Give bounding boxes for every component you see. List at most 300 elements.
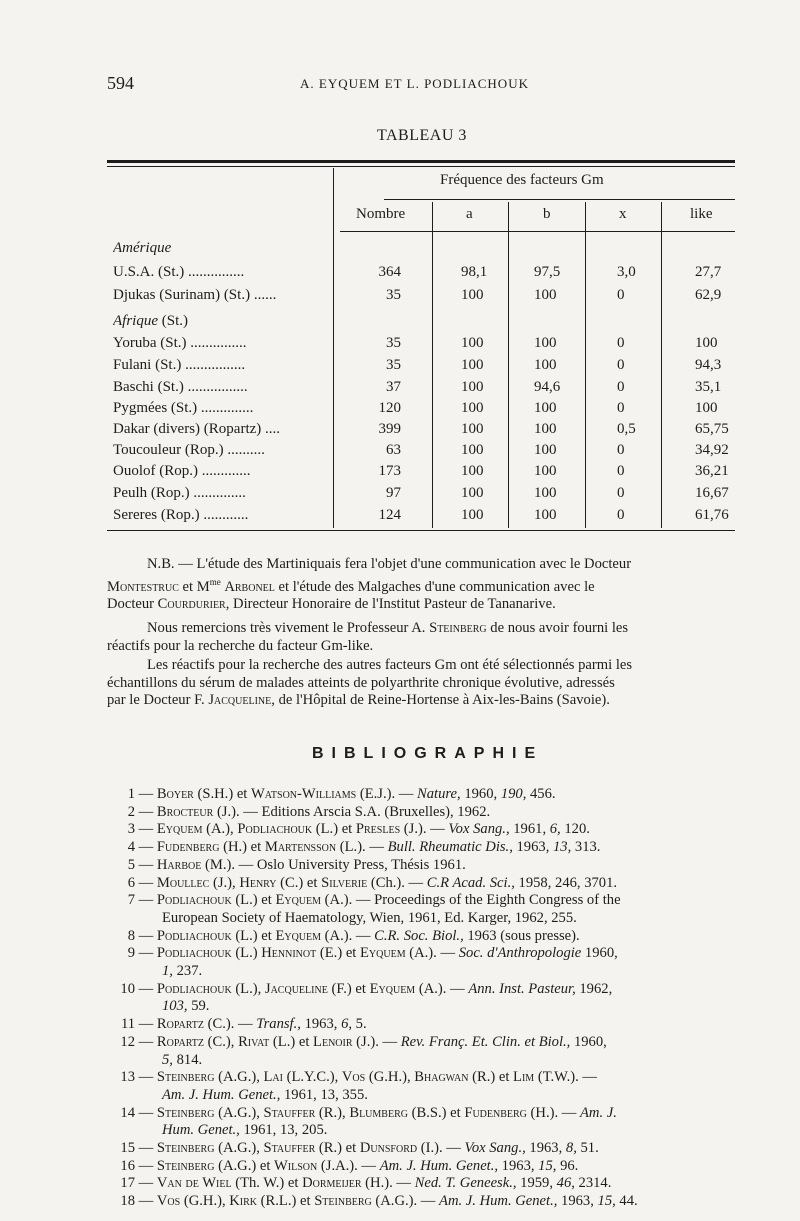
entry-text: (R.L.) et — [257, 1193, 315, 1210]
row-label: Djukas (Surinam) (St.) ...... — [113, 287, 277, 303]
cell-a: 100 — [461, 379, 484, 395]
bibliography-entry — [113, 981, 741, 1016]
entry-text: (G.H.), — [365, 1069, 415, 1086]
author-name: Steinberg — [156, 1104, 215, 1121]
cell-nombre: 97 — [386, 485, 401, 501]
name-steinberg: Steinberg — [429, 620, 487, 636]
cell-b: 100 — [534, 357, 557, 373]
group-label-text: Afrique — [113, 313, 158, 329]
cell-a: 100 — [461, 485, 484, 501]
cell-nombre: 173 — [378, 463, 401, 479]
cell-like: 27,7 — [695, 264, 722, 280]
cell-b: 100 — [534, 485, 557, 501]
col-header-nombre: Nombre — [356, 206, 406, 222]
bibliography-entry — [113, 1069, 741, 1104]
entry-text: 51. — [576, 1140, 599, 1157]
author-name: Boyer — [156, 786, 194, 802]
entry-text: (A.). — — [405, 945, 459, 962]
author-name: Eyquem — [360, 945, 406, 962]
cell-x: 0 — [617, 287, 625, 303]
nb-line-1: N.B. — L'étude des Martiniquais fera l'objet d'une communication avec le Docteur — [147, 556, 632, 572]
nb-text: Docteur — [107, 595, 158, 612]
entry-text: (A.G.), — [214, 1140, 264, 1157]
entry-dash: — — [135, 786, 157, 802]
entry-text: Ned. T. Geneesk., — [414, 1175, 517, 1192]
entry-text: 1963, — [512, 839, 553, 856]
cell-nombre: 63 — [386, 442, 401, 458]
entry-text: (A.), — [202, 821, 238, 838]
cell-like: 34,92 — [695, 442, 729, 458]
entry-number: 18 — [120, 1193, 135, 1210]
cell-b: 100 — [534, 507, 557, 523]
entry-text: 1960, — [460, 786, 501, 802]
cell-b: 100 — [534, 463, 557, 479]
bibliography-title: BIBLIOGRAPHIE — [312, 745, 544, 762]
bibliography-entry — [113, 1193, 741, 1211]
name-jacqueline: Jacqueline — [208, 692, 272, 708]
cell-like: 35,1 — [695, 379, 722, 395]
col-header-a: a — [466, 206, 473, 222]
cell-x: 0 — [617, 335, 625, 351]
entry-dash: — — [135, 1157, 157, 1174]
table-top-rule — [107, 160, 735, 163]
entry-text: 237. — [172, 963, 203, 980]
author-name: Wilson — [274, 1157, 318, 1174]
entry-text: (J.A.). — — [317, 1157, 380, 1174]
bibliography-entry — [113, 928, 741, 946]
entry-text: 96. — [556, 1157, 579, 1174]
entry-text: (S.H.) et — [193, 786, 252, 802]
entry-text: 1962, — [575, 980, 613, 997]
entry-number: 14 — [120, 1104, 135, 1121]
entry-text: Vox Sang., — [464, 1140, 526, 1157]
col-header-like: like — [690, 206, 713, 222]
cell-a: 100 — [461, 287, 484, 303]
bibliography-entry — [113, 1034, 741, 1069]
name-courdurier: Courdurier — [157, 595, 226, 612]
bibliography-entry — [113, 892, 741, 927]
entry-text: (C.), — [204, 1033, 239, 1050]
entry-text: 1961, 13, 205. — [239, 1122, 328, 1139]
author-name: Henninot — [261, 945, 317, 962]
author-name: Lai — [263, 1069, 283, 1086]
entry-dash: — — [135, 803, 157, 820]
nb-text: , Directeur Honoraire de l'Institut Pasteur de Tananarive. — [225, 595, 556, 612]
thanks-line-1 — [107, 620, 739, 638]
entry-number: 16 — [120, 1157, 135, 1174]
cell-x: 0 — [617, 357, 625, 373]
bibliography-entry — [113, 1175, 741, 1193]
entry-text: (L.), — [231, 980, 265, 997]
entry-number: 1 — [127, 786, 135, 802]
row-label: Yoruba (St.) ............... — [113, 335, 247, 351]
entry-number: 5 — [127, 856, 135, 873]
cell-a: 100 — [461, 357, 484, 373]
entry-continuation — [113, 1052, 741, 1070]
author-name: Podliachouk — [237, 821, 313, 838]
entry-text: (E.J.). — — [356, 786, 418, 802]
entry-number: 9 — [127, 945, 135, 962]
entry-text: 8, — [565, 1140, 577, 1157]
row-label: Fulani (St.) ................ — [113, 357, 246, 373]
col-divider-3 — [585, 202, 586, 528]
name-arbonel: Arbonel — [224, 578, 275, 595]
cell-nombre: 124 — [378, 507, 401, 523]
entry-text: 15, — [538, 1157, 557, 1174]
entry-text: Nature, — [417, 786, 461, 802]
row-label: Toucouleur (Rop.) .......... — [113, 442, 265, 458]
entry-dash: — — [135, 1175, 157, 1192]
author-name: Dormeijer — [302, 1175, 362, 1192]
entry-continuation — [113, 910, 741, 928]
cell-x: 0,5 — [617, 421, 636, 437]
bibliography-list — [113, 786, 741, 1211]
entry-text: 44. — [615, 1193, 638, 1210]
author-name: Eyquem — [369, 980, 416, 997]
entry-text: Hum. Genet., — [162, 1122, 240, 1139]
entry-text: C.R Acad. Sci., — [426, 874, 515, 891]
entry-dash: — — [135, 1033, 157, 1050]
thanks-line-2: réactifs pour la recherche du facteur Gm-like. — [107, 637, 374, 654]
bibliography-entry — [113, 875, 741, 893]
entry-dash: — — [135, 980, 157, 997]
entry-number: 17 — [120, 1175, 135, 1192]
entry-text: (J.). — — [400, 821, 449, 838]
bibliography-entry — [113, 945, 741, 980]
entry-number: 8 — [127, 927, 135, 944]
group-header: Fréquence des facteurs Gm — [440, 172, 604, 188]
reagents-text: par le Docteur F. — [107, 692, 209, 708]
author-name: Ropartz — [156, 1016, 204, 1033]
name-montestruc: Montestruc — [107, 578, 179, 595]
entry-text: (B.S.) et — [407, 1104, 465, 1121]
entry-text: (A.G.), — [214, 1104, 264, 1121]
author-name: Steinberg — [156, 1157, 215, 1174]
entry-text: (L.) et — [231, 927, 276, 944]
cell-x: 0 — [617, 485, 625, 501]
entry-dash: — — [135, 1140, 157, 1157]
thanks-paragraph — [107, 620, 739, 655]
entry-text: (L.). — — [336, 839, 388, 856]
cell-a: 100 — [461, 507, 484, 523]
entry-text: (H.). — — [526, 1104, 581, 1121]
cell-x: 0 — [617, 400, 625, 416]
cell-a: 98,1 — [461, 264, 488, 280]
table-title: TABLEAU 3 — [377, 127, 467, 144]
col-divider-4 — [661, 202, 662, 528]
cell-x: 3,0 — [617, 264, 636, 280]
cell-like: 100 — [695, 335, 718, 351]
entry-text: Soc. d'Anthropologie — [458, 945, 582, 962]
entry-text: Transf., — [256, 1016, 301, 1033]
author-name: Vos — [341, 1069, 366, 1086]
row-label: Peulh (Rop.) .............. — [113, 485, 246, 501]
entry-text: (E.) et — [316, 945, 361, 962]
entry-text: (R.), — [315, 1104, 350, 1121]
cell-x: 0 — [617, 379, 625, 395]
entry-text: Am. J. Hum. Genet., — [379, 1157, 499, 1174]
author-name: Presles — [355, 821, 401, 838]
table-bottom-rule — [107, 530, 735, 531]
entry-text: (L.Y.C.), — [282, 1069, 342, 1086]
entry-number: 4 — [127, 839, 135, 856]
entry-number: 6 — [127, 874, 135, 891]
row-label: Sereres (Rop.) ............ — [113, 507, 249, 523]
entry-text: C.R. Soc. Biol., — [374, 927, 464, 944]
author-name: Fudenberg — [156, 839, 220, 856]
entry-text: 5. — [352, 1016, 367, 1033]
author-name: Steinberg — [314, 1193, 372, 1210]
entry-text: (L.) et — [269, 1033, 314, 1050]
author-name: Eyquem — [156, 821, 203, 838]
author-name: Moullec — [156, 874, 210, 891]
entry-dash: — — [135, 945, 157, 962]
entry-text: (A.G.), — [214, 1069, 264, 1086]
cell-b: 100 — [534, 400, 557, 416]
entry-text: (Th. W.) et — [231, 1175, 303, 1192]
cell-x: 0 — [617, 507, 625, 523]
author-name: Harboe — [156, 856, 202, 873]
entry-text: 120. — [560, 821, 590, 838]
cell-like: 100 — [695, 400, 718, 416]
running-head: A. EYQUEM ET L. PODLIACHOUK — [300, 76, 529, 91]
entry-dash: — — [135, 839, 157, 856]
bibliography-entry — [113, 1158, 741, 1176]
nb-line-3 — [107, 596, 739, 614]
entry-dash: — — [135, 1016, 157, 1033]
entry-text: (L.) et — [312, 821, 356, 838]
col-header-x: x — [619, 206, 627, 222]
entry-text: 13, — [553, 839, 572, 856]
author-name: Jacqueline — [264, 980, 328, 997]
author-name: Blumberg — [349, 1104, 408, 1121]
row-label: Pygmées (St.) .............. — [113, 400, 254, 416]
group-label-text: Amérique — [113, 240, 172, 256]
reagents-line-1: Les réactifs pour la recherche des autres facteurs Gm ont été sélectionnés parmi les — [147, 657, 633, 673]
cell-a: 100 — [461, 442, 484, 458]
bibliography-entry — [113, 804, 741, 822]
cell-b: 100 — [534, 442, 557, 458]
nb-text: et l'étude des Malgaches d'une communication avec le — [274, 578, 595, 595]
col-divider-1 — [432, 202, 433, 528]
nb-superscript: me — [209, 576, 221, 587]
cell-nombre: 35 — [386, 287, 401, 303]
reagents-paragraph — [107, 657, 739, 710]
cell-nombre: 399 — [378, 421, 401, 437]
entry-text: (C.) et — [276, 874, 322, 891]
author-name: Vos — [156, 1193, 181, 1210]
author-name: Watson-Williams — [251, 786, 357, 802]
entry-text: 1963, — [525, 1140, 566, 1157]
cell-a: 100 — [461, 421, 484, 437]
nb-line-2 — [107, 574, 739, 596]
cell-nombre: 120 — [378, 400, 401, 416]
entry-text: European Society of Haematology, Wien, 1961, Ed. Karger, 1962, 255. — [162, 909, 577, 926]
entry-number: 13 — [120, 1069, 135, 1086]
author-name: Dunsford — [359, 1140, 418, 1157]
entry-text: 46, — [556, 1175, 575, 1192]
author-name: Podliachouk — [156, 980, 232, 997]
bibliography-entry — [113, 839, 741, 857]
entry-dash: — — [135, 1104, 157, 1121]
cell-b: 94,6 — [534, 379, 561, 395]
group-header-rule — [384, 199, 735, 200]
cell-nombre: 37 — [386, 379, 401, 395]
author-name: Lenoir — [313, 1033, 353, 1050]
entry-dash: — — [135, 1193, 157, 1210]
author-name: Van de Wiel — [156, 1175, 232, 1192]
bibliography-entry — [113, 857, 741, 875]
entry-text: 456. — [526, 786, 556, 802]
group-label-afrique — [113, 313, 331, 330]
author-name: Podliachouk — [156, 927, 232, 944]
bibliography-entry — [113, 786, 741, 804]
cell-nombre: 35 — [386, 335, 401, 351]
entry-text: (H.) et — [219, 839, 265, 856]
entry-number: 7 — [127, 892, 135, 909]
cell-b: 100 — [534, 287, 557, 303]
entry-text: Am. J. — [580, 1104, 617, 1121]
author-name: Martensson — [264, 839, 337, 856]
entry-continuation — [113, 1087, 741, 1105]
entry-number: 10 — [120, 980, 135, 997]
entry-text: (L.) — [231, 945, 262, 962]
cell-x: 0 — [617, 442, 625, 458]
thanks-text: Nous remercions très vivement le Professeur A. — [147, 620, 430, 636]
cell-b: 100 — [534, 421, 557, 437]
entry-text: (J.), — [209, 874, 240, 891]
entry-text: 1960, — [570, 1033, 607, 1050]
cell-b: 97,5 — [534, 264, 561, 280]
entry-text: 1961, — [509, 821, 550, 838]
entry-text: (A.). — Proceedings of the Eighth Congress of the — [321, 892, 621, 909]
cell-a: 100 — [461, 463, 484, 479]
entry-text: 1, — [162, 963, 173, 980]
entry-text: (I.). — — [417, 1140, 465, 1157]
entry-text: 1958, 246, 3701. — [514, 874, 618, 891]
cell-a: 100 — [461, 400, 484, 416]
author-name: Stauffer — [263, 1140, 316, 1157]
entry-text: 313. — [571, 839, 601, 856]
thanks-text: de nous avoir fourni les — [486, 620, 629, 636]
entry-text: (J.). — — [352, 1033, 401, 1050]
entry-text: (A.G.) et — [214, 1157, 275, 1174]
entry-text: Bull. Rheumatic Dis., — [387, 839, 513, 856]
bibliography-entry — [113, 821, 741, 839]
entry-text: 1960, — [581, 945, 618, 962]
bibliography-entry — [113, 1140, 741, 1158]
cell-x: 0 — [617, 463, 625, 479]
entry-text: Ann. Inst. Pasteur, — [468, 980, 576, 997]
nb-text: et M — [178, 578, 210, 595]
author-name: Bhagwan — [414, 1069, 469, 1086]
entry-text: (A.G.). — — [371, 1193, 440, 1210]
author-name: Rivat — [238, 1033, 270, 1050]
cell-like: 61,76 — [695, 507, 729, 523]
reagents-line-2: échantillons du sérum de malades atteints de polyarthrite chronique évolutive, adressés — [107, 674, 615, 691]
entry-dash: — — [135, 927, 157, 944]
author-name: Stauffer — [263, 1104, 316, 1121]
entry-dash: — — [135, 856, 157, 873]
entry-text: 15, — [597, 1193, 616, 1210]
entry-text: (A.). — — [321, 927, 375, 944]
row-label: U.S.A. (St.) ............... — [113, 264, 245, 280]
entry-text: 6, — [341, 1016, 353, 1033]
col-header-b: b — [543, 206, 551, 222]
row-label: Ouolof (Rop.) ............. — [113, 463, 251, 479]
entry-text: (R.) et — [468, 1069, 514, 1086]
entry-text: (G.H.), — [180, 1193, 230, 1210]
reagents-line-3 — [107, 692, 739, 710]
entry-text: 814. — [172, 1051, 203, 1068]
entry-text: (R.) et — [315, 1140, 360, 1157]
entry-text: (A.). — — [415, 980, 469, 997]
entry-text: 1963, — [300, 1016, 342, 1033]
entry-text: 103, — [162, 998, 188, 1015]
author-name: Podliachouk — [156, 892, 232, 909]
author-name: Eyquem — [275, 927, 322, 944]
entry-text: 1961, 13, 355. — [280, 1086, 368, 1103]
entry-text: 59. — [187, 998, 210, 1015]
author-name: Kirk — [229, 1193, 258, 1210]
entry-text: (C.). — — [204, 1016, 257, 1033]
author-name: Eyquem — [275, 892, 322, 909]
entry-text: (F.) et — [327, 980, 370, 997]
author-name: Silverie — [321, 874, 368, 891]
cell-a: 100 — [461, 335, 484, 351]
row-label: Baschi (St.) ................ — [113, 379, 248, 395]
author-name: Brocteur — [156, 803, 214, 820]
entry-text: 2314. — [574, 1175, 612, 1192]
entry-continuation — [113, 998, 741, 1016]
entry-number: 3 — [127, 821, 135, 838]
cell-like: 62,9 — [695, 287, 722, 303]
entry-dash: — — [135, 874, 157, 891]
entry-text: (L.) et — [231, 892, 276, 909]
entry-dash: — — [135, 892, 157, 909]
col-divider-2 — [508, 202, 509, 528]
cell-b: 100 — [534, 335, 557, 351]
table-top-rule-thin — [107, 166, 735, 167]
entry-number: 15 — [120, 1140, 135, 1157]
entry-text: Am. J. Hum. Genet., — [439, 1193, 558, 1210]
cell-like: 65,75 — [695, 421, 729, 437]
reagents-text: , de l'Hôpital de Reine-Hortense à Aix-les-Bains (Savoie). — [271, 692, 610, 708]
entry-text: 1963, — [557, 1193, 598, 1210]
author-name: Lim — [513, 1069, 535, 1086]
author-name: Steinberg — [156, 1069, 215, 1086]
entry-text: (T.W.). — — [534, 1069, 598, 1086]
entry-number: 11 — [120, 1016, 135, 1033]
entry-text: 6, — [549, 821, 561, 838]
table-stub-divider — [333, 168, 334, 528]
entry-text: 1963, — [498, 1157, 539, 1174]
entry-text: Vox Sang., — [448, 821, 510, 838]
entry-continuation — [113, 1122, 741, 1140]
entry-text: (M.). — Oslo University Press, Thésis 1961. — [201, 856, 466, 873]
entry-text: 190, — [500, 786, 527, 802]
group-label-suffix: (St.) — [158, 313, 188, 329]
group-label-amerique — [113, 240, 331, 257]
cell-like: 94,3 — [695, 357, 722, 373]
page-number: 594 — [107, 73, 134, 93]
author-name: Henry — [239, 874, 277, 891]
nb-paragraph — [107, 556, 739, 613]
author-name: Steinberg — [156, 1140, 215, 1157]
entry-text: Rev. Franç. Et. Clin. et Biol., — [400, 1033, 571, 1050]
entry-text: 1963 (sous presse). — [463, 927, 580, 944]
entry-text: (J.). — Editions Arscia S.A. (Bruxelles), 1962. — [213, 803, 491, 820]
